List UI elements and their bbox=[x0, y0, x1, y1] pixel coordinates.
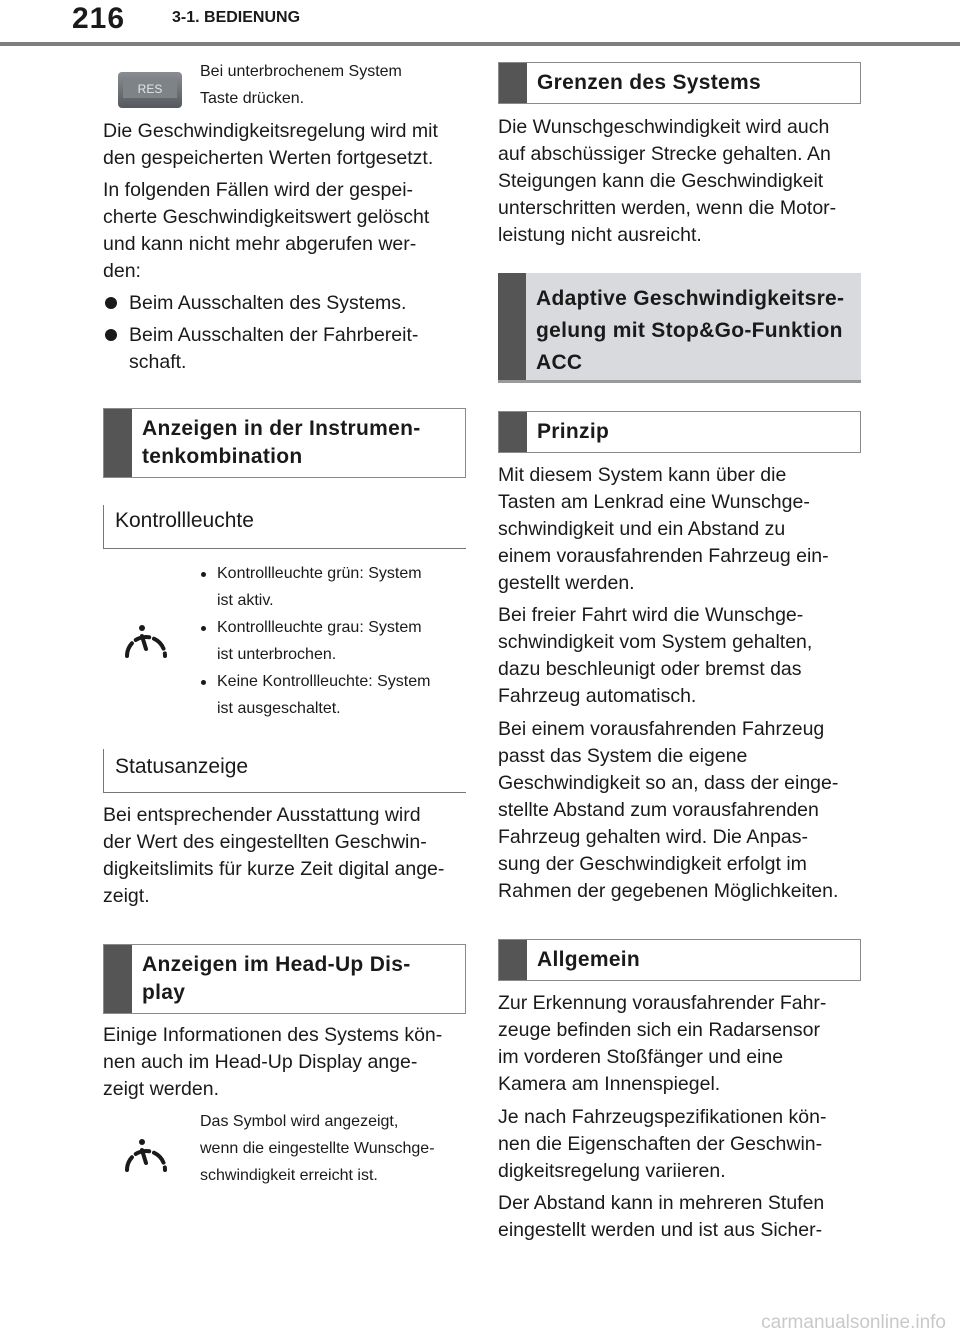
paragraph-deleted-cases bbox=[103, 177, 429, 285]
heading-line: play bbox=[142, 981, 186, 1004]
bullet-text: schaft. bbox=[129, 351, 187, 373]
text-line: Tasten am Lenkrad eine Wunschge- bbox=[498, 491, 810, 513]
res-button-icon bbox=[118, 72, 182, 108]
paragraph-allgemein-3 bbox=[498, 1190, 824, 1244]
bullet-text: Kontrollleuchte grün: System bbox=[217, 565, 422, 582]
text-line: wenn die eingestellte Wunschge- bbox=[200, 1140, 435, 1157]
text-line: Der Abstand kann in mehreren Stufen bbox=[498, 1192, 825, 1214]
text-line: Einige Informationen des Systems kön- bbox=[103, 1024, 443, 1046]
text-line: Zur Erkennung vorausfahrender Fahr- bbox=[498, 992, 827, 1014]
text-line: nen die Eigenschaften der Geschwin- bbox=[498, 1133, 823, 1155]
list-item bbox=[103, 290, 463, 317]
bullet-text: Kontrollleuchte grau: System bbox=[217, 619, 422, 636]
heading-grenzen bbox=[498, 62, 861, 104]
text-line: zeigt. bbox=[103, 885, 150, 907]
hud-description bbox=[200, 1108, 435, 1189]
text-line: den gespeicherten Werten fortgesetzt. bbox=[103, 147, 434, 169]
bullet-text: Beim Ausschalten der Fahrbereit- bbox=[129, 324, 419, 346]
heading-text: Allgemein bbox=[537, 948, 641, 971]
heading-line: tenkombination bbox=[142, 445, 303, 468]
subheading-kontrollleuchte bbox=[103, 505, 466, 549]
paragraph-grenzen bbox=[498, 114, 836, 249]
res-button-label: RES bbox=[123, 80, 177, 98]
text-line: Kamera am Innenspiegel. bbox=[498, 1073, 721, 1095]
heading-bar bbox=[499, 940, 527, 980]
text-line: Fahrzeug automatisch. bbox=[498, 685, 697, 707]
text-line: digkeitsregelung variieren. bbox=[498, 1160, 726, 1182]
bullet-text: Keine Kontrollleuchte: System bbox=[217, 673, 431, 690]
watermark: carmanualsonline.info bbox=[761, 1312, 946, 1333]
heading-text: Grenzen des Systems bbox=[537, 71, 761, 94]
heading-line: ACC bbox=[536, 351, 583, 374]
speedometer-icon bbox=[118, 1134, 174, 1182]
res-desc-line: Bei unterbrochenem System bbox=[200, 63, 402, 80]
heading-text bbox=[132, 945, 421, 1013]
page-number: 216 bbox=[72, 2, 126, 35]
text-line: zeigt werden. bbox=[103, 1078, 219, 1100]
kontrollleuchte-list bbox=[199, 560, 469, 722]
text-line: schwindigkeit vom System gehalten, bbox=[498, 631, 813, 653]
paragraph-allgemein-1 bbox=[498, 990, 826, 1098]
text-line: und kann nicht mehr abgerufen wer- bbox=[103, 233, 417, 255]
heading-text bbox=[526, 273, 854, 380]
heading-head-up-display bbox=[103, 944, 466, 1014]
text-line: Bei entsprechender Ausstattung wird bbox=[103, 804, 421, 826]
list-item bbox=[103, 322, 463, 376]
text-line: Die Wunschgeschwindigkeit wird auch bbox=[498, 116, 830, 138]
heading-text: Prinzip bbox=[537, 420, 610, 443]
speedometer-icon bbox=[118, 620, 174, 668]
paragraph-prinzip-2 bbox=[498, 602, 812, 710]
res-description bbox=[200, 58, 402, 112]
text-line: schwindigkeit und ein Abstand zu bbox=[498, 518, 786, 540]
text-line: digkeitslimits für kurze Zeit digital ange- bbox=[103, 858, 445, 880]
text-line: Steigungen kann die Geschwindigkeit bbox=[498, 170, 824, 192]
bullet-text: Beim Ausschalten des Systems. bbox=[129, 292, 407, 314]
text-line: Rahmen der gegebenen Möglichkeiten. bbox=[498, 880, 839, 902]
text-line: zeuge befinden sich ein Radarsensor bbox=[498, 1019, 820, 1041]
text-line: nen auch im Head-Up Display ange- bbox=[103, 1051, 418, 1073]
text-line: In folgenden Fällen wird der gespei- bbox=[103, 179, 414, 201]
heading-line: Adaptive Geschwindigkeitsre- bbox=[536, 287, 845, 310]
text-line: auf abschüssiger Strecke gehalten. An bbox=[498, 143, 831, 165]
heading-instrument-cluster bbox=[103, 408, 466, 478]
bullet-dot-icon bbox=[201, 626, 206, 631]
bullet-dot-icon bbox=[105, 329, 117, 341]
subheading-text: Statusanzeige bbox=[115, 755, 249, 778]
text-line: eingestellt werden und ist aus Sicher- bbox=[498, 1219, 823, 1241]
res-desc-line: Taste drücken. bbox=[200, 90, 305, 107]
text-line: unterschritten werden, wenn die Motor- bbox=[498, 197, 837, 219]
text-line: Je nach Fahrzeugspezifikationen kön- bbox=[498, 1106, 827, 1128]
heading-acc bbox=[498, 273, 861, 383]
header-rule bbox=[0, 42, 960, 46]
subheading-text: Kontrollleuchte bbox=[115, 509, 254, 532]
heading-bar bbox=[104, 945, 132, 1013]
section-title: 3-1. BEDIENUNG bbox=[172, 9, 301, 26]
paragraph-resume bbox=[103, 118, 438, 172]
heading-line: Anzeigen in der Instrumen- bbox=[142, 417, 421, 440]
heading-prinzip bbox=[498, 411, 861, 453]
paragraph-hud bbox=[103, 1022, 442, 1103]
list-item bbox=[199, 668, 469, 722]
list-item bbox=[199, 560, 469, 614]
heading-allgemein bbox=[498, 939, 861, 981]
text-line: gestellt werden. bbox=[498, 572, 635, 594]
heading-line: gelung mit Stop&Go-Funktion bbox=[536, 319, 843, 342]
paragraph-status bbox=[103, 802, 444, 910]
text-line: cherte Geschwindigkeitswert gelöscht bbox=[103, 206, 430, 228]
paragraph-allgemein-2 bbox=[498, 1104, 826, 1185]
text-line: der Wert des eingestellten Geschwin- bbox=[103, 831, 427, 853]
text-line: den: bbox=[103, 260, 141, 282]
text-line: stellte Abstand zum vorausfahrenden bbox=[498, 799, 819, 821]
heading-line: Anzeigen im Head-Up Dis- bbox=[142, 953, 411, 976]
paragraph-prinzip-1 bbox=[498, 462, 829, 597]
text-line: Das Symbol wird angezeigt, bbox=[200, 1113, 399, 1130]
text-line: leistung nicht ausreicht. bbox=[498, 224, 702, 246]
heading-bar bbox=[499, 63, 527, 103]
text-line: Die Geschwindigkeitsregelung wird mit bbox=[103, 120, 438, 142]
text-line: Geschwindigkeit so an, dass der einge- bbox=[498, 772, 839, 794]
list-item bbox=[199, 614, 469, 668]
text-line: Fahrzeug gehalten wird. Die Anpas- bbox=[498, 826, 809, 848]
paragraph-prinzip-3 bbox=[498, 716, 838, 905]
text-line: passt das System die eigene bbox=[498, 745, 748, 767]
subheading-statusanzeige bbox=[103, 749, 466, 793]
text-line: im vorderen Stoßfänger und eine bbox=[498, 1046, 784, 1068]
text-line: schwindigkeit erreicht ist. bbox=[200, 1167, 378, 1184]
bullet-list bbox=[103, 290, 463, 381]
heading-bar bbox=[499, 412, 527, 452]
text-line: einem vorausfahrenden Fahrzeug ein- bbox=[498, 545, 829, 567]
text-line: sung der Geschwindigkeit erfolgt im bbox=[498, 853, 807, 875]
text-line: dazu beschleunigt oder bremst das bbox=[498, 658, 802, 680]
heading-bar bbox=[498, 273, 526, 380]
text-line: Bei freier Fahrt wird die Wunschge- bbox=[498, 604, 804, 626]
bullet-dot-icon bbox=[201, 680, 206, 685]
bullet-text: ist aktiv. bbox=[217, 592, 274, 609]
bullet-text: ist ausgeschaltet. bbox=[217, 700, 341, 717]
bullet-dot-icon bbox=[105, 297, 117, 309]
heading-bar bbox=[104, 409, 132, 477]
bullet-dot-icon bbox=[201, 572, 206, 577]
text-line: Bei einem vorausfahrenden Fahrzeug bbox=[498, 718, 825, 740]
heading-text bbox=[132, 409, 431, 477]
bullet-text: ist unterbrochen. bbox=[217, 646, 337, 663]
text-line: Mit diesem System kann über die bbox=[498, 464, 787, 486]
